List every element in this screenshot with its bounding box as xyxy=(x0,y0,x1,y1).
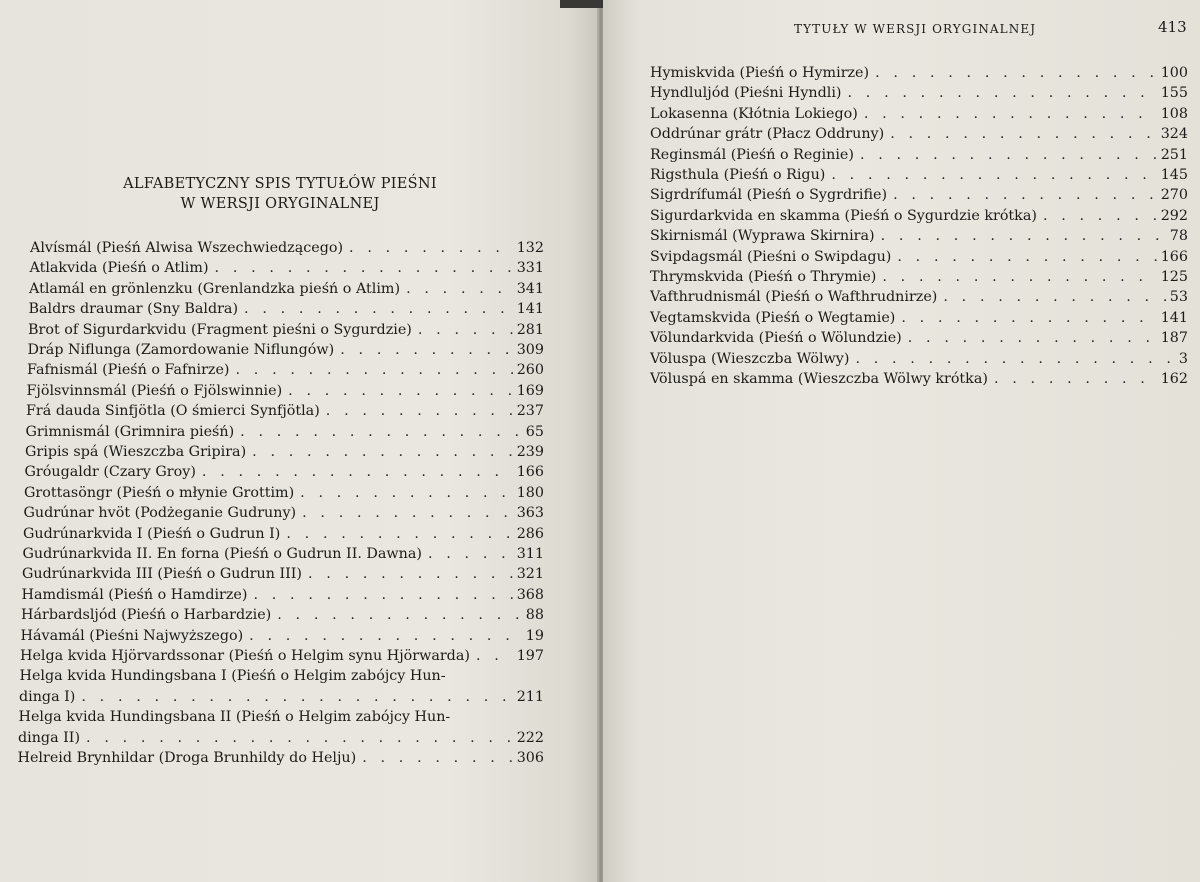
index-entry xyxy=(650,124,1188,144)
index-entry xyxy=(26,401,544,421)
entry-page-number: 65 xyxy=(525,423,544,440)
entry-page-number: 306 xyxy=(516,750,544,766)
dot-leader xyxy=(864,104,1157,124)
entry-title: Baldrs draumar (Sny Baldra) xyxy=(28,301,239,318)
entry-page-number: 19 xyxy=(525,627,544,644)
dot-leader xyxy=(994,369,1157,389)
dot-leader xyxy=(349,238,513,258)
entry-title: Vafthrudnismál (Pieśń o Wafthrudnirze) xyxy=(650,289,938,306)
entry-page-number: 341 xyxy=(516,280,544,297)
entry-page-number: 311 xyxy=(516,546,544,562)
entry-title: Völuspá en skamma (Wieszczba Wölwy krótka) xyxy=(650,371,988,387)
dot-leader xyxy=(860,145,1157,165)
entry-page-number: 324 xyxy=(1160,126,1188,143)
entry-page-number: 3 xyxy=(1178,350,1188,367)
index-entry xyxy=(25,462,545,482)
dot-leader xyxy=(362,748,512,768)
index-entry xyxy=(29,279,544,299)
entry-title: Fafnismál (Pieśń o Fafnirze) xyxy=(27,362,230,379)
entry-page-number: 169 xyxy=(516,382,544,399)
dot-leader xyxy=(302,503,513,523)
index-entry xyxy=(18,748,545,768)
dot-leader xyxy=(1043,206,1157,226)
entry-title: Hárbardsljód (Pieśń o Harbardzie) xyxy=(21,607,272,624)
entry-title: Völuspa (Wieszczba Wölwy) xyxy=(650,350,850,367)
dot-leader xyxy=(81,687,512,707)
entry-title: Helga kvida Hjörvardssonar (Pieśń o Helgim synu Hjörwarda) xyxy=(20,648,470,664)
entry-page-number: 166 xyxy=(516,464,544,481)
entry-title: Rigsthula (Pieśń o Rigu) xyxy=(650,167,826,183)
entry-title: Dráp Niflunga (Zamordowanie Niflungów) xyxy=(27,342,335,358)
entry-title-continuation: dinga II) xyxy=(18,729,81,746)
index-entry xyxy=(22,564,544,584)
entry-title: Völundarkvida (Pieśń o Wölundzie) xyxy=(650,330,902,347)
page-number: 413 xyxy=(1158,18,1187,36)
index-entry xyxy=(20,646,544,666)
entry-title: Helga kvida Hundingsbana I (Pieśń o Helgim zabójcy Hun- xyxy=(19,668,446,685)
entry-title: Alvísmál (Pieśń Alwisa Wszechwiedzącego) xyxy=(30,240,344,256)
entry-title: Grimnismál (Grimnira pieśń) xyxy=(25,423,235,440)
index-entry xyxy=(29,299,545,319)
index-entry xyxy=(28,320,544,340)
index-entry xyxy=(24,483,544,503)
dot-leader xyxy=(326,401,513,421)
entry-title: Vegtamskvida (Pieśń o Wegtamie) xyxy=(650,309,896,326)
index-entry xyxy=(650,247,1188,267)
index-entry xyxy=(30,258,545,278)
dot-leader xyxy=(893,185,1157,205)
entry-title: Brot of Sigurdarkvidu (Fragment pieśni o Sygurdzie) xyxy=(28,321,412,338)
entry-page-number: 125 xyxy=(1160,269,1188,285)
index-entry xyxy=(650,145,1188,165)
index-entry xyxy=(30,238,544,258)
index-entry xyxy=(22,585,545,605)
dot-leader xyxy=(881,226,1166,246)
entry-page-number: 286 xyxy=(516,525,544,542)
dot-leader xyxy=(86,728,513,748)
index-entry xyxy=(19,687,544,707)
dot-leader xyxy=(897,247,1156,267)
index-entry xyxy=(650,185,1188,205)
entry-title: Gudrúnarkvida III (Pieśń o Gudrun III) xyxy=(22,566,302,583)
entry-page-number: 270 xyxy=(1160,187,1188,204)
entry-page-number: 211 xyxy=(516,688,544,705)
index-entry xyxy=(27,360,544,380)
dot-leader xyxy=(901,308,1156,328)
entry-page-number: 53 xyxy=(1169,289,1188,306)
dot-leader xyxy=(418,320,513,340)
entry-page-number: 281 xyxy=(516,321,544,338)
index-entry xyxy=(650,267,1188,287)
dot-leader xyxy=(202,462,513,482)
entry-page-number: 166 xyxy=(1160,248,1188,265)
entry-title: Lokasenna (Kłótnia Lokiego) xyxy=(650,105,858,122)
entry-page-number: 141 xyxy=(516,301,544,318)
entry-page-number: 251 xyxy=(1160,146,1188,163)
entry-page-number: 100 xyxy=(1160,65,1188,81)
entry-title: Frá dauda Sinfjötla (O śmierci Synfjötla) xyxy=(26,403,320,420)
entry-page-number: 260 xyxy=(516,362,544,379)
dot-leader xyxy=(249,626,522,646)
dot-leader xyxy=(253,585,512,605)
entry-title-continuation: dinga I) xyxy=(19,688,76,705)
index-entry xyxy=(650,369,1188,389)
index-entry xyxy=(650,104,1188,124)
entry-page-number: 292 xyxy=(1160,207,1188,224)
entry-page-number: 108 xyxy=(1160,105,1188,122)
entry-title: Helreid Brynhildar (Droga Brunhildy do Helju) xyxy=(17,750,357,766)
entry-page-number: 155 xyxy=(1160,85,1188,102)
dot-leader xyxy=(831,165,1156,185)
dot-leader xyxy=(286,524,512,544)
dot-leader xyxy=(848,83,1157,103)
index-entry xyxy=(23,544,545,564)
dot-leader xyxy=(308,564,513,584)
entry-title: Hyndluljód (Pieśni Hyndli) xyxy=(650,85,842,102)
entry-page-number: 132 xyxy=(516,240,544,256)
entry-title: Atlakvida (Pieśń o Atlim) xyxy=(29,260,209,277)
index-entry xyxy=(650,226,1188,246)
entry-page-number: 363 xyxy=(516,505,544,522)
index-title-line-2: W WERSJI ORYGINALNEJ xyxy=(180,196,380,212)
index-entry xyxy=(650,328,1188,348)
entry-page-number: 237 xyxy=(516,403,544,420)
dot-leader xyxy=(890,124,1157,144)
entry-page-number: 88 xyxy=(525,607,544,624)
index-entry xyxy=(26,422,545,442)
dot-leader xyxy=(300,483,513,503)
dot-leader xyxy=(277,605,522,625)
dot-leader xyxy=(908,328,1157,348)
entry-title: Skirnismál (Wyprawa Skirnira) xyxy=(650,228,875,245)
index-entry xyxy=(650,206,1188,226)
dot-leader xyxy=(215,258,513,278)
entry-title: Hymiskvida (Pieśń o Hymirze) xyxy=(650,65,870,81)
dot-leader xyxy=(288,381,513,401)
entry-page-number: 321 xyxy=(516,566,544,583)
index-entry xyxy=(650,165,1188,185)
entry-title: Fjölsvinnsmál (Pieśń o Fjölswinnie) xyxy=(26,382,283,399)
entry-title: Oddrúnar grátr (Płacz Oddruny) xyxy=(650,126,885,143)
dot-leader xyxy=(252,442,513,462)
running-head: TYTUŁY W WERSJI ORYGINALNEJ xyxy=(794,22,1037,36)
entry-title: Gróugaldr (Czary Groy) xyxy=(24,464,196,481)
entry-title: Grottasöngr (Pieśń o młynie Grottim) xyxy=(24,484,295,501)
dot-leader xyxy=(340,340,512,360)
entry-title: Thrymskvida (Pieśń o Thrymie) xyxy=(650,269,877,285)
entry-page-number: 187 xyxy=(1160,330,1188,347)
entry-title: Gripis spá (Wieszczba Gripira) xyxy=(25,444,247,460)
index-entry xyxy=(650,83,1188,103)
dot-leader xyxy=(855,349,1174,369)
entry-title: Gudrúnar hvöt (Podżeganie Gudruny) xyxy=(23,505,297,522)
entry-title: Sigrdrífumál (Pieśń o Sygrdrifie) xyxy=(650,187,888,204)
index-entry xyxy=(21,605,544,625)
index-title-line-1: ALFABETYCZNY SPIS TYTUŁÓW PIEŚNI xyxy=(123,176,437,192)
entry-title: Hamdismál (Pieśń o Hamdirze) xyxy=(21,586,248,603)
dot-leader xyxy=(428,544,513,564)
index-entry xyxy=(21,626,545,646)
index-entry xyxy=(650,349,1188,369)
dot-leader xyxy=(875,63,1157,83)
index-entry xyxy=(650,308,1188,328)
dot-leader xyxy=(240,422,522,442)
entry-page-number: 197 xyxy=(516,648,544,664)
dot-leader xyxy=(943,287,1165,307)
entry-page-number: 331 xyxy=(516,260,544,277)
entry-title: Gudrúnarkvida I (Pieśń o Gudrun I) xyxy=(23,525,281,542)
index-entry xyxy=(25,442,544,462)
entry-page-number: 162 xyxy=(1160,371,1188,387)
entry-title: Svipdagsmál (Pieśni o Swipdagu) xyxy=(650,248,892,265)
entry-page-number: 145 xyxy=(1160,167,1188,183)
entry-page-number: 222 xyxy=(516,729,544,746)
dot-leader xyxy=(882,267,1156,287)
index-entry xyxy=(23,524,544,544)
index-entry xyxy=(27,381,545,401)
entry-page-number: 78 xyxy=(1169,228,1188,245)
dot-leader xyxy=(476,646,513,666)
entry-title: Sigurdarkvida en skamma (Pieśń o Sygurdzie krótka) xyxy=(650,207,1037,224)
entry-title: Atlamál en grönlenzku (Grenlandzka pieśń o Atlim) xyxy=(29,280,401,297)
right-page xyxy=(603,0,1200,882)
entry-title: Gudrúnarkvida II. En forna (Pieśń o Gudrun II. Dawna) xyxy=(22,546,422,562)
index-entry xyxy=(650,287,1188,307)
entry-title: Hávamál (Pieśni Najwyższego) xyxy=(20,627,244,644)
index-entry xyxy=(650,63,1188,83)
index-entry xyxy=(24,503,545,523)
entry-page-number: 368 xyxy=(516,586,544,603)
dot-leader xyxy=(244,299,513,319)
index-entry xyxy=(18,728,544,748)
index-entry xyxy=(28,340,545,360)
dot-leader xyxy=(236,360,513,380)
entry-page-number: 239 xyxy=(516,444,544,460)
entry-page-number: 309 xyxy=(516,342,544,358)
entry-page-number: 141 xyxy=(1160,309,1188,326)
entry-title: Reginsmál (Pieśń o Reginie) xyxy=(650,146,854,163)
dot-leader xyxy=(406,279,513,299)
entry-title: Helga kvida Hundingsbana II (Pieśń o Helgim zabójcy Hun- xyxy=(18,709,451,726)
entry-page-number: 180 xyxy=(516,484,544,501)
